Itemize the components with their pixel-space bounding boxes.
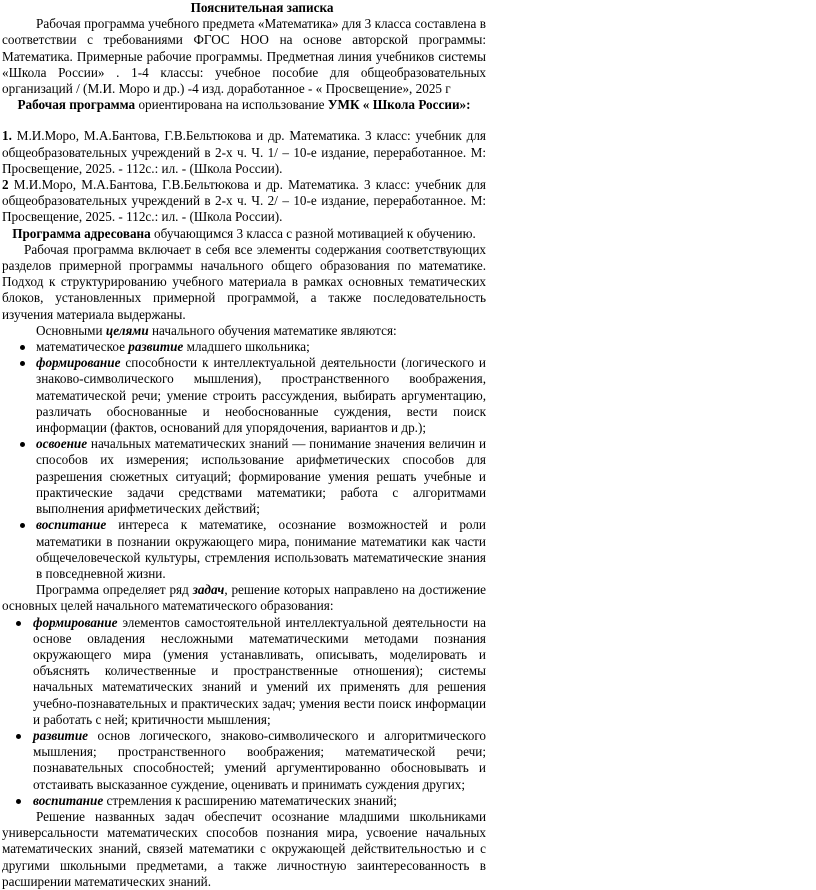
textbook-text: М.И.Моро, М.А.Бантова, Г.В.Бельтюкова и др. Математика. 3 класс: учебник для общеобразовательных учреждений в 2-х ч. Ч. 2/ – 10-е издание, переработанное. М: Просвещение, 2025. - 112с.: ил. - (Школа России). [2, 177, 486, 225]
addressed-text: обучающимся 3 класса с разной мотивацией к обучению. [150, 225, 476, 241]
document-title: Пояснительная записка [190, 0, 334, 15]
goal-item: формирование способности к интеллектуальной деятельности (логического и знаково-символического мышления), пространственного воображения, математической речи; умение строить рассуждения, выбирать аргументацию, различать обоснованные и необоснованные суждения, вести поиск информации (фактов, оснований для упорядочения, вариантов и др.); [2, 355, 486, 436]
bullet-icon [16, 799, 21, 804]
goal-item: воспитание интереса к математике, осознание возможностей и роли математики в познании окружающего мира, понимание математики как части общечеловеческой культуры, стремления использовать математические знания в повседневной жизни. [2, 517, 486, 582]
textbook-reference-2 [2, 177, 486, 226]
closing-paragraph: Решение названных задач обеспечит осознание младшими школьниками универсальности математических способов познания мира, усвоение начальных математических знаний, связей математики с окружающей действительностью и с другими школьными предметами, а также личностную заинтересованность в расширении математических знаний. [2, 808, 486, 889]
spacer [2, 113, 486, 128]
includes-paragraph: Рабочая программа включает в себя все элементы содержания соответствующих разделов примерной программы начального общего образования по математике. Подход к структурированию учебного материала в рамках основных тематических блоков, установленных примерной программой, а также последовательность изучения материала выдержаны. [2, 241, 486, 322]
textbook-text: М.И.Моро, М.А.Бантова, Г.В.Бельтюкова и др. Математика. 3 класс: учебник для общеобразовательных учреждений в 2-х ч. Ч. 1/ – 10-е издание, переработанное. М: Просвещение, 2025. - 112с.: ил. - (Школа России). [2, 128, 486, 176]
bullet-icon [20, 523, 25, 528]
textbook-number: 1. [2, 128, 12, 144]
tasks-list [2, 615, 486, 809]
goal-item: математическое развитие младшего школьника; [2, 339, 486, 355]
task-item: формирование элементов самостоятельной интеллектуальной деятельности на основе овладения несложными математическими методами познания окружающего мира (умения устанавливать, описывать, моделировать и объяснять количественные и пространственные отношения); системы начальных математических знаний и умений их применять для решения учебно-познавательных и практических задач; умения вести поиск информации и работать с ней; критичности мышления; [2, 615, 486, 728]
tasks-keyword: задач [192, 582, 225, 598]
orientation-text: ориентирована на использование [135, 97, 328, 113]
document-body [2, 0, 486, 890]
goal-item: освоение начальных математических знаний — понимание значения величин и способов их измерения; использование арифметических способов для разрешения сюжетных ситуаций; формирование умения решать учебные и практические задачи средствами математики; работа с алгоритмами выполнения арифметических действий; [2, 436, 486, 517]
textbook-reference-1 [2, 128, 486, 177]
bullet-icon [20, 361, 25, 366]
addressed-line [2, 226, 486, 242]
bullet-icon [20, 442, 25, 447]
tasks-intro: Программа определяет ряд задач, решение которых направлено на достижение основных целей начального математического образования: [2, 582, 487, 614]
goals-keyword: целями [105, 322, 149, 338]
goals-intro: Основными целями начального обучения математике являются: [36, 322, 397, 338]
task-item: воспитание стремления к расширению математических знаний; [2, 793, 486, 809]
intro-paragraph: Рабочая программа учебного предмета «Математика» для 3 класса составлена в соответствии с требованиями ФГОС НОО на основе авторской программы: Математика. Примерные рабочие программы. Предметная линия учебников системы «Школа России» . 1-4 классы: учебное пособие для общеобразовательных организаций / (М.И. Моро и др.) -4 изд. доработанное - « Просвещение», 2025 г [2, 16, 486, 97]
bullet-icon [20, 345, 25, 350]
goals-list [2, 339, 486, 582]
umk-label: УМК « Школа России»: [327, 97, 471, 113]
addressed-label: Программа адресована [12, 225, 151, 241]
textbook-number: 2 [2, 177, 9, 193]
bullet-icon [16, 734, 21, 739]
bullet-icon [16, 621, 21, 626]
orientation-line [2, 97, 486, 113]
task-item: развитие основ логического, знаково-символического и алгоритмического мышления; пространственного воображения; математической речи; познавательных способностей; умений аргументированно обосновывать и отстаивать высказанное суждение, оценивать и принимать суждения других; [2, 728, 486, 793]
orientation-bold-label: Рабочая программа [17, 97, 136, 113]
